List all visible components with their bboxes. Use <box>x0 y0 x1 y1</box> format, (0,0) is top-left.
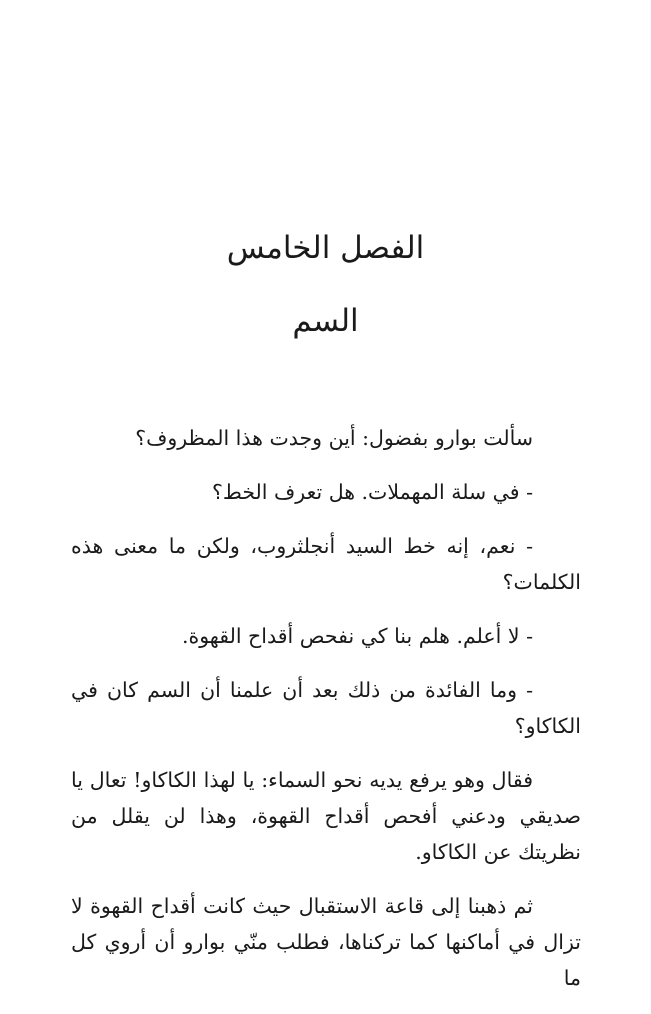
chapter-number-heading: الفصل الخامس <box>226 230 425 266</box>
chapter-title-heading: السم <box>292 303 359 339</box>
paragraph: - نعم، إنه خط السيد أنجلثروب، ولكن ما معنى هذه الكلمات؟ <box>71 534 581 594</box>
chapter-body <box>71 420 581 1014</box>
paragraph: - في سلة المهملات. هل تعرف الخط؟ <box>211 480 533 504</box>
paragraph: - لا أعلم. هلم بنا كي نفحص أقداح القهوة. <box>181 624 533 648</box>
paragraph: سألت بوارو بفضول: أين وجدت هذا المظروف؟ <box>135 426 533 450</box>
paragraph: - وما الفائدة من ذلك بعد أن علمنا أن السم كان في الكاكاو؟ <box>71 678 581 738</box>
paragraph: فقال وهو يرفع يديه نحو السماء: يا لهذا الكاكاو! تعال يا صديقي ودعني أفحص أقداح القهوة، وهذا لن يقلل من نظريتك عن الكاكاو. <box>71 768 581 864</box>
paragraph: ثم ذهبنا إلى قاعة الاستقبال حيث كانت أقداح القهوة لا تزال في أماكنها كما تركناها، فطلب منّي بوارو أن أروي كل ما <box>71 894 581 990</box>
